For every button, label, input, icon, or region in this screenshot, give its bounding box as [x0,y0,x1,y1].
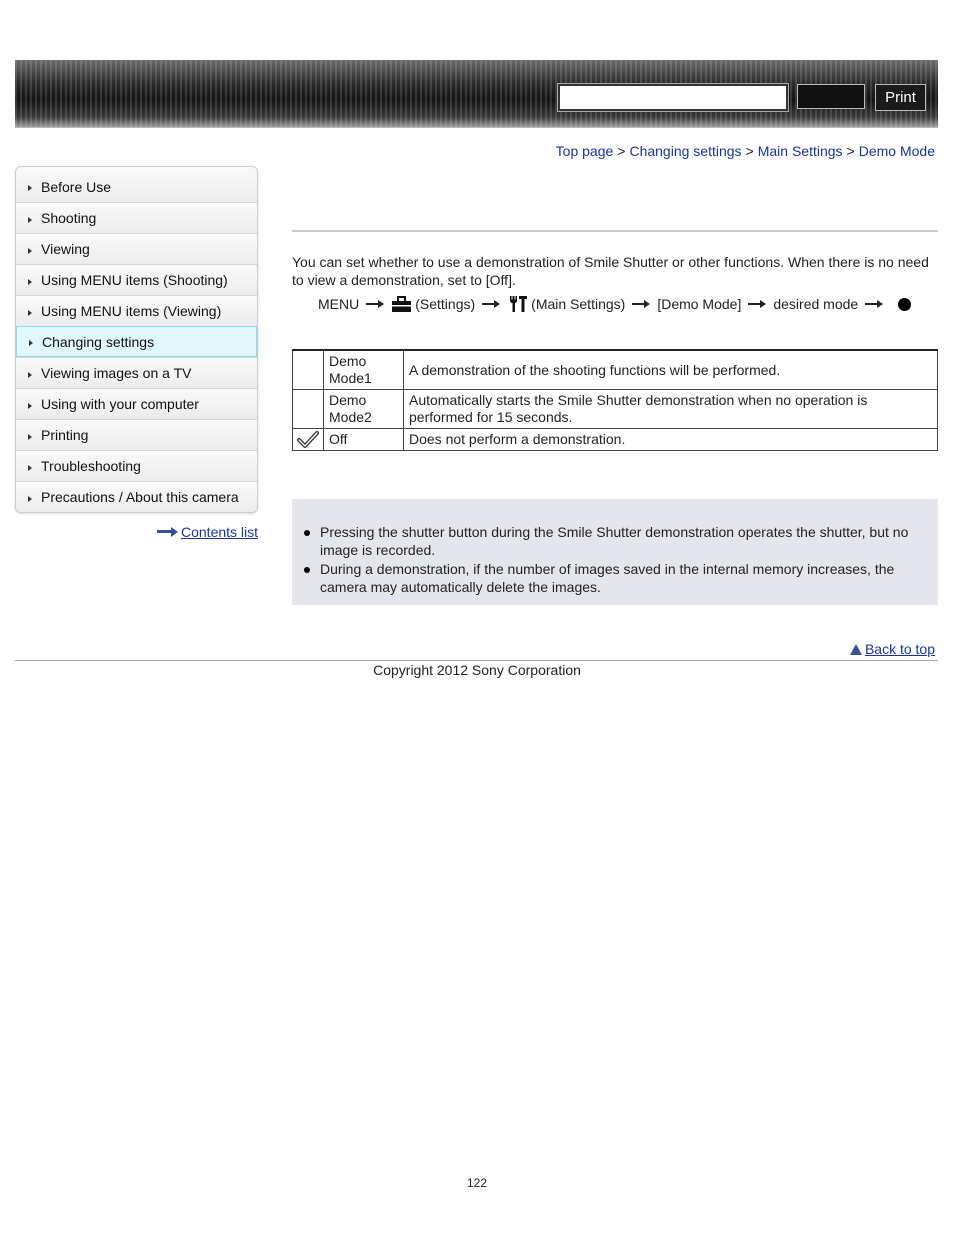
default-cell [293,390,324,429]
sidebar-item-label: Using MENU items (Shooting) [41,272,228,288]
sidebar-item-computer[interactable] [16,388,257,419]
sidebar-item-label: Using with your computer [41,396,199,412]
mode-name: Off [324,429,404,451]
breadcrumb-main-settings[interactable]: Main Settings [757,143,843,159]
chevron-right-icon [28,310,32,316]
settings-label: (Settings) [415,296,476,312]
sidebar-item-changing-settings[interactable] [16,326,257,357]
intro-text: You can set whether to use a demonstration of Smile Shutter or other functions. When there is no need to view a demonstration, set to [Off]. [292,254,929,288]
print-button[interactable]: Print [875,84,926,111]
sidebar-item-label: Viewing images on a TV [41,365,192,381]
arrow-right-icon [366,300,384,308]
center-button-icon [898,298,911,311]
copyright: Copyright 2012 Sony Corporation [373,662,581,678]
breadcrumb [556,143,935,159]
sidebar-item-label: Viewing [41,241,90,257]
mode-name: Demo Mode2 [324,390,404,429]
notes-list [302,523,928,596]
sidebar-item-label: Precautions / About this camera [41,489,239,505]
sidebar-item-shooting[interactable] [16,202,257,233]
sidebar-item-precautions[interactable] [16,481,257,512]
chevron-right-icon [28,372,32,378]
breadcrumb-demo-mode[interactable]: Demo Mode [858,143,935,159]
sidebar-item-label: Before Use [41,178,112,195]
sidebar-item-label: Printing [41,427,89,443]
sidebar-item-label: Changing settings [42,333,155,350]
triangle-up-icon [850,644,862,655]
chevron-right-icon [28,496,32,502]
desired-mode-label: desired mode [773,296,859,312]
sidebar-item-label: Using MENU items (Viewing) [41,303,222,319]
chevron-right-icon [28,185,32,191]
back-to-top-label: Back to top [864,641,935,657]
mode-name: Demo Mode1 [324,350,404,390]
sidebar-item-printing[interactable] [16,419,257,450]
breadcrumb-separator: > [745,143,754,159]
arrow-right-icon [632,300,650,308]
menu-label: MENU [318,296,360,312]
demo-mode-label: [Demo Mode] [657,296,742,312]
title-divider [292,230,938,232]
sidebar-item-label: Shooting [41,210,97,226]
sidebar-item-viewing-tv[interactable] [16,357,257,388]
toolbox-icon [391,296,412,313]
breadcrumb-changing-settings[interactable]: Changing settings [629,143,742,159]
sidebar-item-viewing[interactable] [16,233,257,264]
main-settings-label: (Main Settings) [531,296,626,312]
chevron-right-icon [28,465,32,471]
arrow-right-icon [482,300,500,308]
table-row [293,350,938,390]
chevron-right-icon [28,248,32,254]
chevron-right-icon [29,340,33,346]
wrench-icon [507,295,528,313]
checkmark-icon [297,430,319,450]
breadcrumb-separator: > [617,143,626,159]
chevron-right-icon [28,403,32,409]
arrow-right-icon [748,300,766,308]
back-to-top-link[interactable] [850,641,935,657]
breadcrumb-top-page[interactable]: Top page [555,143,614,159]
menu-path [318,295,911,313]
list-item: Pressing the shutter button during the Smile Shutter demonstration operates the shutter, but no image is recorded. [302,523,928,559]
mode-description: Does not perform a demonstration. [404,429,938,451]
contents-list-link[interactable] [157,524,258,540]
modes-table [292,349,938,451]
mode-description: Automatically starts the Smile Shutter demonstration when no operation is performed for 15 seconds. [404,390,938,429]
sidebar-item-label: Troubleshooting [41,458,141,474]
table-row [293,429,938,451]
page-number: 122 [466,1176,488,1190]
sidebar-item-menu-shooting[interactable] [16,264,257,295]
header-banner [15,60,938,128]
contents-list-label: Contents list [181,524,259,540]
sidebar-item-menu-viewing[interactable] [16,295,257,326]
sidebar-nav [15,166,258,513]
search-input[interactable] [558,84,788,111]
chevron-right-icon [28,217,32,223]
breadcrumb-separator: > [846,143,855,159]
chevron-right-icon [28,279,32,285]
default-cell [293,429,324,451]
chevron-right-icon [28,434,32,440]
table-row [293,390,938,429]
default-cell [293,350,324,390]
notes-box [292,499,938,605]
sidebar-item-before-use[interactable] [16,167,257,202]
search-button[interactable] [797,84,865,109]
arrow-right-icon [865,300,883,308]
list-item: During a demonstration, if the number of images saved in the internal memory increases, the camera may automatically delete the images. [302,560,928,596]
sidebar-item-troubleshooting[interactable] [16,450,257,481]
mode-description: A demonstration of the shooting functions will be performed. [404,350,938,390]
arrow-right-icon [157,527,179,537]
